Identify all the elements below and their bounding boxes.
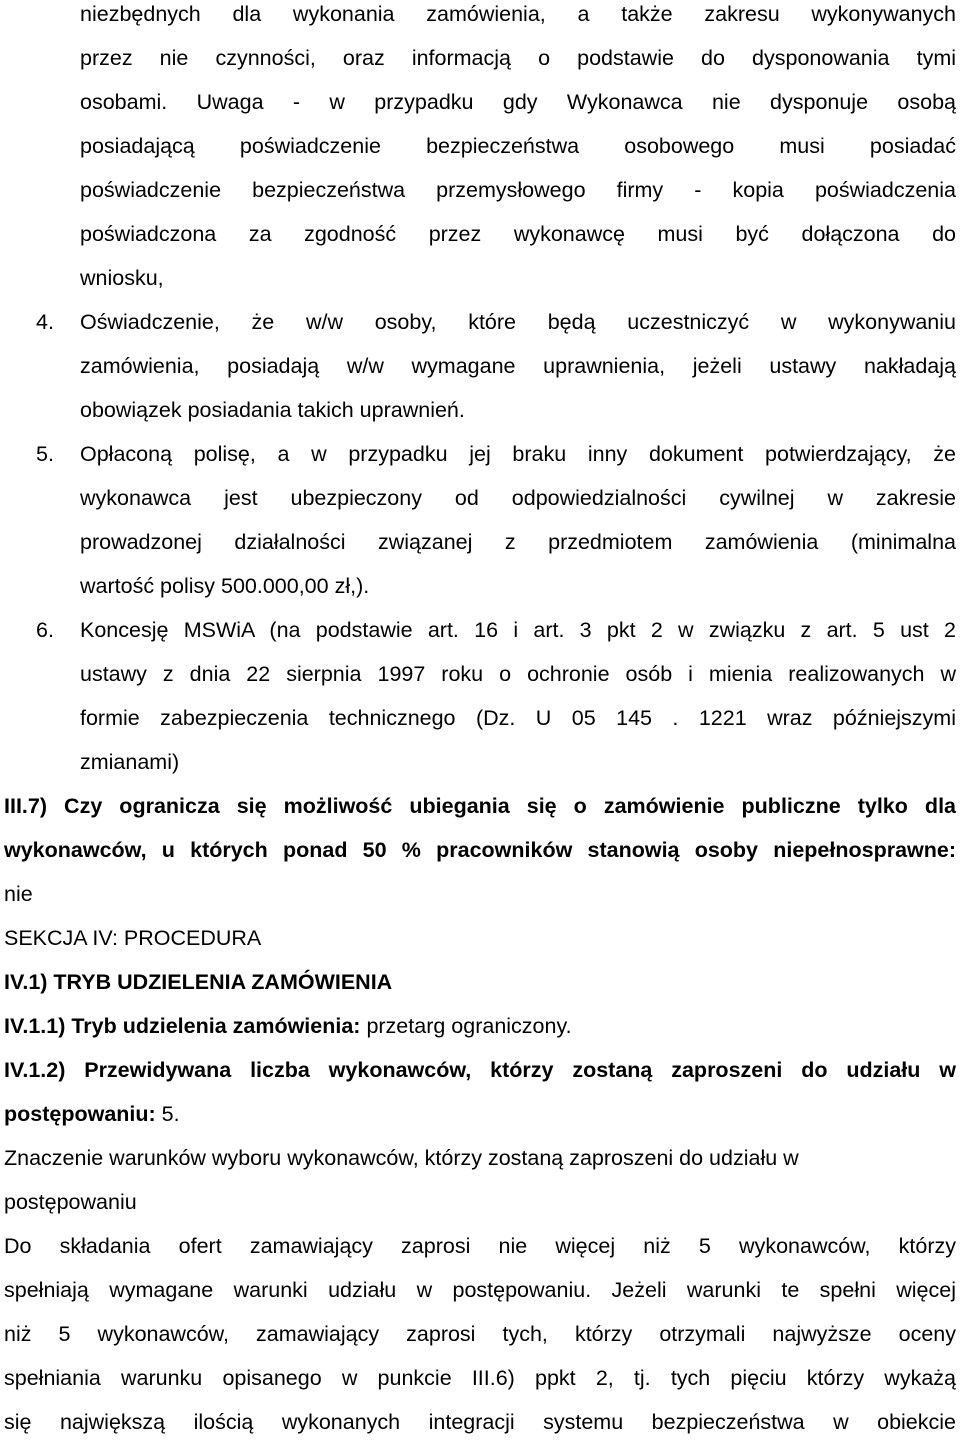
text-line: prowadzonej działalności związanej z przedmiotem zamówienia (minimalna (80, 530, 956, 554)
field-label: IV.1.1) Tryb udzielenia zamówienia: (4, 1014, 361, 1038)
field-value: 5. (155, 1102, 180, 1126)
field-label: postępowaniu: (4, 1102, 156, 1126)
text-line: posiadającą poświadczenie bezpieczeństwa osobowego musi posiadać (80, 134, 956, 158)
section-title: SEKCJA IV: PROCEDURA (4, 926, 262, 950)
text-line: osobami. Uwaga - w przypadku gdy Wykonawca nie dysponuje osobą (80, 90, 956, 114)
text-line: wartość polisy 500.000,00 zł,). (80, 574, 370, 598)
text-line: zamówienia, posiadają w/w wymagane uprawnienia, jeżeli ustawy nakładają (80, 354, 956, 378)
text-line: wniosku, (80, 266, 164, 290)
text-line: zmianami) (80, 750, 180, 774)
answer-text: nie (4, 882, 33, 906)
text-line: niezbędnych dla wykonania zamówienia, a także zakresu wykonywanych (80, 2, 956, 26)
contractor-count-line (0, 1092, 960, 1136)
text-line: się największą ilością wykonanych integracji systemu bezpieczeństwa w obiekcie (4, 1410, 956, 1434)
text-line: Do składania ofert zamawiający zaprosi nie więcej niż 5 wykonawców, którzy (4, 1234, 956, 1258)
item-number: 5. (36, 442, 54, 466)
text-line: wykonawca jest ubezpieczony od odpowiedzialności cywilnej w zakresie (80, 486, 956, 510)
list-item-6 (0, 608, 960, 652)
item-number: 6. (36, 618, 54, 642)
text-line: poświadczenie bezpieczeństwa przemysłowego firmy - kopia poświadczenia (80, 178, 956, 202)
item-number: 4. (36, 310, 54, 334)
text-line: Oświadczenie, że w/w osoby, które będą uczestniczyć w wykonywaniu (80, 310, 956, 334)
section-heading-iv-1-2: IV.1.2) Przewidywana liczba wykonawców, którzy zostaną zaproszeni do udziału w (4, 1058, 956, 1082)
field-value: przetarg ograniczony. (360, 1014, 572, 1038)
section-heading-iii-7: III.7) Czy ogranicza się możliwość ubiegania się o zamówienie publiczne tylko dla (4, 794, 956, 818)
section-heading-iv-1: IV.1) TRYB UDZIELENIA ZAMÓWIENIA (4, 970, 393, 994)
text-line: ustawy z dnia 22 sierpnia 1997 roku o ochronie osób i mienia realizowanych w (80, 662, 956, 686)
text-line: obowiązek posiadania takich uprawnień. (80, 398, 465, 422)
text-line: spełniania warunku opisanego w punkcie III.6) ppkt 2, tj. tych pięciu którzy wykażą (4, 1366, 956, 1390)
text-line: niż 5 wykonawców, zamawiający zaprosi tych, którzy otrzymali najwyższe oceny (4, 1322, 956, 1346)
list-item-5 (0, 432, 960, 476)
text-line: formie zabezpieczenia technicznego (Dz. U 05 145 . 1221 wraz późniejszymi (80, 706, 956, 730)
text-line: poświadczona za zgodność przez wykonawcę musi być dołączona do (80, 222, 956, 246)
text-line: Koncesję MSWiA (na podstawie art. 16 i art. 3 pkt 2 w związku z art. 5 ust 2 (80, 618, 956, 642)
section-heading-iii-7-cont: wykonawców, u których ponad 50 % pracowników stanowią osoby niepełnosprawne: (4, 838, 956, 862)
text-line: Znaczenie warunków wyboru wykonawców, którzy zostaną zaproszeni do udziału w (4, 1146, 799, 1170)
text-line: Opłaconą polisę, a w przypadku jej braku inny dokument potwierdzający, że (80, 442, 956, 466)
text-line: spełniają wymagane warunki udziału w postępowaniu. Jeżeli warunki te spełni więcej (4, 1278, 956, 1302)
list-item-4 (0, 300, 960, 344)
text-line: przez nie czynności, oraz informacją o podstawie do dysponowania tymi (80, 46, 956, 70)
procedure-type-line (0, 1004, 960, 1048)
text-line: postępowaniu (4, 1190, 137, 1214)
